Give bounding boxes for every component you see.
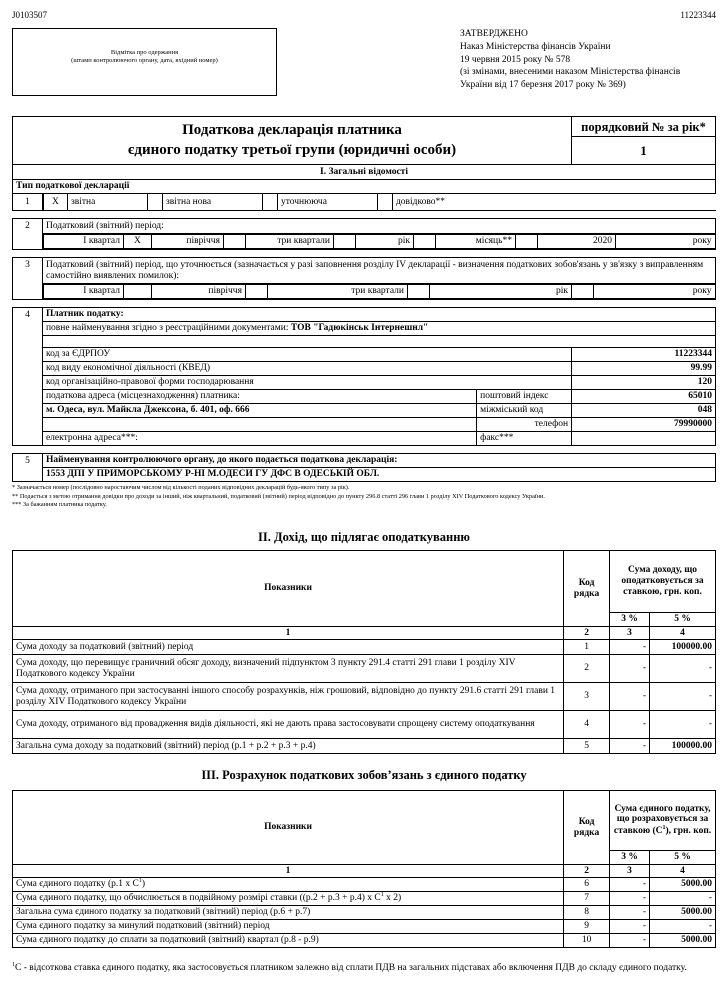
footnote-2: ** Подається з метою отримання довідки про доходи за інший, ніж квартальний, податковий (звітний) період відповідно до пункту 296.8 статті 296 глави 1 розділу XIV Податкового кодексу України. xyxy=(12,492,545,500)
s3-row-label-b: x 2) xyxy=(383,893,402,904)
table-row xyxy=(13,892,716,906)
s2-row-label: Сума доходу, що перевищує граничний обсяг доходу, визначений підпунктом 3 пункту 291.4 статті 291 глави 1 розділу XIV Податкового кодексу України xyxy=(13,655,564,683)
s2-row-label: Сума доходу, отриманого від провадження видів діяльності, які не дають права застосовувати спрощену систему оподаткування xyxy=(13,711,564,739)
s2-row-value-5[interactable]: 100000.00 xyxy=(650,739,716,754)
s3-row-label-a: Сума єдиного податку, що обчислюється в подвійному розмірі ставки ((р.2 + р.3 + р.4) x С xyxy=(16,893,381,904)
s2-header-sum: Сума доходу, що оподатковується за ставкою, грн. коп. xyxy=(610,551,716,613)
s2-row-value-3[interactable]: - xyxy=(610,683,650,711)
rate-note xyxy=(12,962,716,975)
section1-table xyxy=(12,116,716,482)
s2-rate-5: 5 % xyxy=(650,613,716,627)
period-year[interactable]: рік xyxy=(355,235,413,249)
title-line2: єдиного податку третьої групи (юридичні особи) xyxy=(127,141,457,158)
corr-period-half[interactable]: півріччя xyxy=(151,285,245,299)
s2-colnum-3: 3 xyxy=(610,627,650,640)
s3-header-sum-a: Сума єдиного податку, що розраховується за ставкою (С xyxy=(613,803,711,837)
row5-number: 5 xyxy=(13,454,43,482)
fax-label: факс*** xyxy=(477,432,572,446)
address-label: податкова адреса (місцезнаходження) платника: xyxy=(42,390,476,404)
form-code: J0103507 xyxy=(12,10,48,20)
phone-value[interactable]: 79990000 xyxy=(572,418,716,432)
s3-header-sum-b: ), грн. коп. xyxy=(665,826,712,837)
table-row xyxy=(13,683,716,711)
s3-colnum-3: 3 xyxy=(610,865,650,878)
section3-table xyxy=(12,790,716,948)
s3-row-value-5[interactable]: 5000.00 xyxy=(650,878,716,892)
s3-row-value-5[interactable]: - xyxy=(650,920,716,934)
address-value[interactable]: м. Одеса, вул. Майкла Джексона, б. 401, оф. 666 xyxy=(42,404,476,418)
s3-row-label: Сума єдиного податку до сплати за податковий (звітний) квартал (р.8 - р.9) xyxy=(13,934,564,948)
s3-colnum-1: 1 xyxy=(13,865,564,878)
city-code-label: міжміський код xyxy=(477,404,572,418)
table-row xyxy=(13,711,716,739)
s2-row-value-3[interactable]: - xyxy=(610,739,650,754)
row2-number: 2 xyxy=(13,219,43,250)
corr-period-q1[interactable]: І квартал xyxy=(43,285,123,299)
phone-label: телефон xyxy=(477,418,572,432)
s2-row-value-3[interactable]: - xyxy=(610,640,650,655)
table-row xyxy=(13,655,716,683)
s2-row-label: Загальна сума доходу за податковий (звітний) період (р.1 + р.2 + р.3 + р.4) xyxy=(13,739,564,754)
approval-block xyxy=(460,28,722,92)
period-q1[interactable]: І квартал xyxy=(43,235,123,249)
s2-header-indicators: Показники xyxy=(13,551,564,627)
stamp-line1: Відмітка про одержання xyxy=(110,49,179,56)
s3-row-code: 10 xyxy=(564,934,610,948)
s3-row-value-3[interactable]: - xyxy=(610,920,650,934)
section2-title: II. Дохід, що підлягає оподаткуванню xyxy=(258,530,470,544)
decl-type-label: Тип податкової декларації xyxy=(13,180,716,194)
s3-row-code: 6 xyxy=(564,878,610,892)
s3-row-value-3[interactable]: - xyxy=(610,934,650,948)
decl-type-corrective[interactable]: уточнююча xyxy=(277,194,377,210)
s3-row-label: Загальна сума єдиного податку за податковий (звітний) період (р.6 + р.7) xyxy=(13,906,564,920)
stamp-line2: (штамп контролюючого органу, дата, вхідний номер) xyxy=(71,57,218,65)
zip-label: поштовий індекс xyxy=(477,390,572,404)
period-year-unit: року xyxy=(615,235,715,249)
fax-value[interactable] xyxy=(572,432,716,446)
s3-row-code: 8 xyxy=(564,906,610,920)
s2-row-label: Сума доходу за податковий (звітний) період xyxy=(13,640,564,655)
s3-row-label-a: Сума єдиного податку (р.1 x С xyxy=(16,879,139,890)
opf-value[interactable]: 120 xyxy=(572,376,716,390)
s2-row-code: 2 xyxy=(564,655,610,683)
s2-rate-3: 3 % xyxy=(610,613,650,627)
payer-name-value[interactable]: ТОВ "Гадюкінськ Інтернешнл" xyxy=(290,323,429,334)
authority-label: Найменування контролюючого органу, до якого подається податкова декларація: xyxy=(42,454,715,468)
table-row xyxy=(13,934,716,948)
period-half[interactable]: півріччя xyxy=(151,235,223,249)
s3-row-code: 9 xyxy=(564,920,610,934)
s3-header-sum xyxy=(610,791,716,851)
corr-period-year[interactable]: рік xyxy=(429,285,571,299)
decl-type-reporting[interactable]: звітна xyxy=(67,194,147,210)
period-label: Податковий (звітний) період: xyxy=(42,219,715,234)
s2-row-code: 5 xyxy=(564,739,610,754)
s2-row-value-5[interactable]: - xyxy=(650,655,716,683)
s2-row-value-3[interactable]: - xyxy=(610,711,650,739)
corrected-period-label: Податковий (звітний) період, що уточнюється (зазначається у разі заповнення розділу IV декларації - визначення податкових зобов'язань у зв'язку з виправленням самостійно виявлених помилок): xyxy=(42,258,715,284)
s3-colnum-4: 4 xyxy=(650,865,716,878)
decl-type-new[interactable]: звітна нова xyxy=(162,194,262,210)
s2-row-value-3[interactable]: - xyxy=(610,655,650,683)
order-number-cell xyxy=(572,117,716,165)
section1-title: I. Загальні відомості xyxy=(13,165,716,180)
s2-row-code: 3 xyxy=(564,683,610,711)
footnotes xyxy=(12,484,716,510)
s2-colnum-1: 1 xyxy=(13,627,564,640)
s3-row-sup: 1 xyxy=(138,878,142,885)
s3-colnum-2: 2 xyxy=(564,865,610,878)
title-line1: Податкова декларація платника xyxy=(182,122,402,138)
s3-header-sup: 1 xyxy=(662,825,666,832)
decl-type-reference[interactable]: довідково** xyxy=(392,194,715,210)
period-month[interactable]: місяць** xyxy=(435,235,515,249)
row1-number: 1 xyxy=(13,194,43,211)
footnote-1: * Зазначається номер (послідовно наростаючим числом від кількості поданих відповідних декларацій будь-якого типу за рік). xyxy=(12,484,350,491)
s3-row-label xyxy=(13,892,564,906)
receipt-stamp-box xyxy=(12,28,277,96)
row4-number: 4 xyxy=(13,308,43,446)
row3-number: 3 xyxy=(13,258,43,300)
table-row xyxy=(13,878,716,892)
table-row xyxy=(13,739,716,754)
approval-line2: Наказ Міністерства фінансів України xyxy=(460,41,611,52)
city-code-value[interactable]: 048 xyxy=(572,404,716,418)
approval-line4: (зі змінами, внесеними наказом Міністерства фінансів xyxy=(460,67,681,78)
payer-name-label: повне найменування згідно з реєстраційними документами: xyxy=(45,323,289,334)
zip-value[interactable]: 65010 xyxy=(572,390,716,404)
s3-rate-5: 5 % xyxy=(650,851,716,865)
decl-type-mark[interactable]: X xyxy=(43,194,67,210)
opf-label: код організаційно-правової форми господарювання xyxy=(42,376,571,390)
s3-rate-3: 3 % xyxy=(610,851,650,865)
approval-line3: 19 червня 2015 року № 578 xyxy=(460,54,571,65)
s3-row-value-3[interactable]: - xyxy=(610,906,650,920)
kved-label: код виду економічної діяльності (КВЕД) xyxy=(42,362,571,376)
s3-row-value-5[interactable]: - xyxy=(650,892,716,906)
s2-row-value-5[interactable]: - xyxy=(650,683,716,711)
s3-row-value-3[interactable]: - xyxy=(610,892,650,906)
table-row xyxy=(13,920,716,934)
s3-row-sup: 1 xyxy=(380,892,384,899)
s3-row-label: Сума єдиного податку за минулий податковий (звітний) період xyxy=(13,920,564,934)
s2-row-label: Сума доходу, отриманого при застосуванні іншого способу розрахунків, ніж грошовий, відповідно до пункту 291.6 статті 291 глави 1 розділу XIV Податкового кодексу України xyxy=(13,683,564,711)
s3-header-code: Код рядка xyxy=(564,791,610,865)
top-edrpou: 11223344 xyxy=(680,10,716,20)
kved-value[interactable]: 99.99 xyxy=(572,362,716,376)
s3-row-label xyxy=(13,878,564,892)
corr-period-year-unit: року xyxy=(593,285,715,299)
edrpou-value[interactable]: 11223344 xyxy=(572,348,716,362)
table-row xyxy=(13,906,716,920)
table-row xyxy=(13,640,716,655)
payer-title: Платник податку: xyxy=(42,308,715,322)
s2-header-code: Код рядка xyxy=(564,551,610,627)
s2-row-value-5[interactable]: 100000.00 xyxy=(650,640,716,655)
section3-title: III. Розрахунок податкових зобов’язань з єдиного податку xyxy=(201,768,527,782)
s3-row-value-5[interactable]: 5000.00 xyxy=(650,906,716,920)
edrpou-label: код за ЄДРПОУ xyxy=(42,348,571,362)
order-value[interactable]: 1 xyxy=(640,143,647,158)
s2-row-value-5[interactable]: - xyxy=(650,711,716,739)
authority-value[interactable]: 1553 ДПІ У ПРИМОРСЬКОМУ Р-НІ М.ОДЕСИ ГУ ДФС В ОДЕСЬКІЙ ОБЛ. xyxy=(42,468,715,482)
rate-note-text: С - відсоткова ставка єдиного податку, яка застосовується платником залежно від сплати ПДВ на загальних підставах або включення ПДВ до складу єдиного податку. xyxy=(15,963,687,974)
declaration-title xyxy=(13,117,572,165)
email-label: електронна адреса***: xyxy=(42,432,476,446)
s2-row-code: 4 xyxy=(564,711,610,739)
s3-header-indicators: Показники xyxy=(13,791,564,865)
s3-row-value-5[interactable]: 5000.00 xyxy=(650,934,716,948)
period-q3[interactable]: три квартали xyxy=(245,235,333,249)
s2-colnum-4: 4 xyxy=(650,627,716,640)
corr-period-q3[interactable]: три квартали xyxy=(267,285,407,299)
s3-row-label-b: ) xyxy=(141,879,146,890)
period-year-value[interactable]: 2020 xyxy=(537,235,615,249)
approval-line5: України від 17 березня 2017 року № 369) xyxy=(460,80,626,91)
footnote-3: *** За бажанням платника податку. xyxy=(12,501,107,508)
section2-table xyxy=(12,550,716,754)
rate-note-sup: 1 xyxy=(12,962,15,968)
s3-row-code: 7 xyxy=(564,892,610,906)
period-q1-mark[interactable]: X xyxy=(123,235,151,249)
s2-row-code: 1 xyxy=(564,640,610,655)
s3-row-value-3[interactable]: - xyxy=(610,878,650,892)
s2-colnum-2: 2 xyxy=(564,627,610,640)
order-label: порядковий № за рік* xyxy=(572,117,715,137)
approval-line1: ЗАТВЕРДЖЕНО xyxy=(460,29,528,39)
